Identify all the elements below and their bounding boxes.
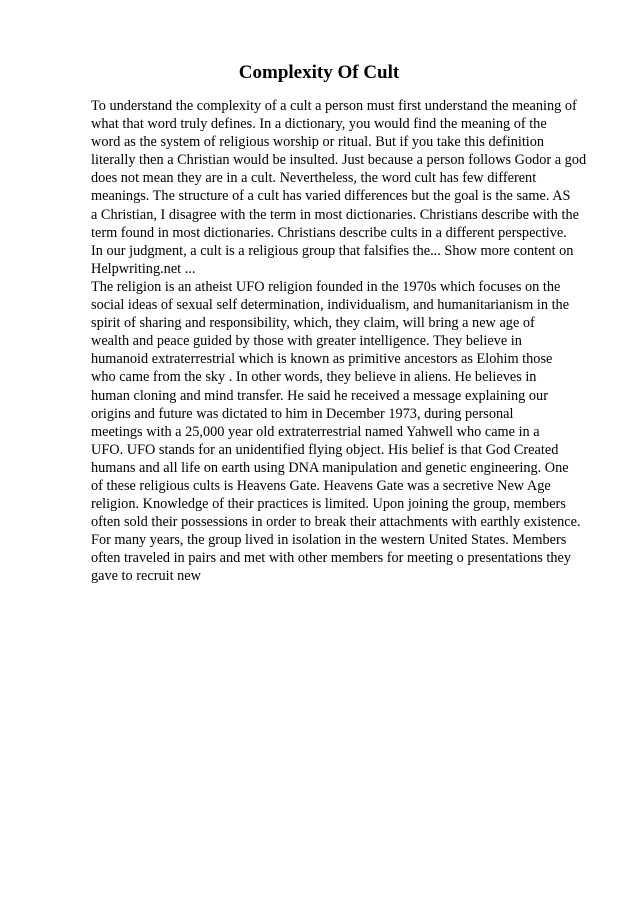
body-line: In our judgment, a cult is a religious group that falsifies the... Show more content on — [91, 242, 574, 259]
body-line: of these religious cults is Heavens Gate. Heavens Gate was a secretive New Age — [91, 477, 551, 494]
body-line: Helpwriting.net ... — [91, 260, 196, 277]
body-line: spirit of sharing and responsibility, which, they claim, will bring a new age of — [91, 315, 535, 332]
body-line: For many years, the group lived in isolation in the western United States. Members — [91, 532, 567, 549]
body-line: literally then a Christian would be insulted. Just because a person follows Godor a god — [91, 152, 587, 169]
body-line: origins and future was dictated to him in December 1973, during personal — [91, 405, 514, 422]
body-line: human cloning and mind transfer. He said he received a message explaining our — [91, 387, 548, 404]
body-line: humanoid extraterrestrial which is known as primitive ancestors as Elohim those — [91, 351, 553, 368]
body-line: gave to recruit new — [91, 568, 201, 585]
body-line: To understand the complexity of a cult a person must first understand the meaning of — [91, 98, 577, 114]
document-title: Complexity Of Cult — [238, 62, 400, 83]
body-line: social ideas of sexual self determination, individualism, and humanitarianism in the — [91, 297, 570, 314]
body-line: word as the system of religious worship or ritual. But if you take this definition — [91, 134, 545, 151]
body-line: does not mean they are in a cult. Nevertheless, the word cult has few different — [91, 170, 537, 187]
body-line: religion. Knowledge of their practices is limited. Upon joining the group, members — [91, 496, 566, 513]
body-line: often sold their possessions in order to break their attachments with earthly existence. — [91, 514, 581, 531]
body-line: UFO. UFO stands for an unidentified flying object. His belief is that God Created — [91, 441, 559, 458]
body-line: meetings with a 25,000 year old extraterrestrial named Yahwell who came in a — [91, 423, 540, 440]
body-line: The religion is an atheist UFO religion founded in the 1970s which focuses on the — [91, 278, 561, 295]
body-line: what that word truly defines. In a dictionary, you would find the meaning of the — [91, 116, 547, 133]
body-line: who came from the sky . In other words, they believe in aliens. He believes in — [91, 369, 537, 386]
body-line: meanings. The structure of a cult has varied differences but the goal is the same. AS — [91, 188, 571, 205]
body-line: a Christian, I disagree with the term in most dictionaries. Christians describe with the — [91, 206, 579, 223]
document-body — [91, 97, 601, 586]
body-line: often traveled in pairs and met with other members for meeting o presentations they — [91, 550, 571, 567]
body-line: wealth and peace guided by those with greater intelligence. They believe in — [91, 333, 522, 350]
body-line: term found in most dictionaries. Christians describe cults in a different perspective. — [91, 224, 567, 241]
body-line: humans and all life on earth using DNA manipulation and genetic engineering. One — [91, 459, 569, 476]
